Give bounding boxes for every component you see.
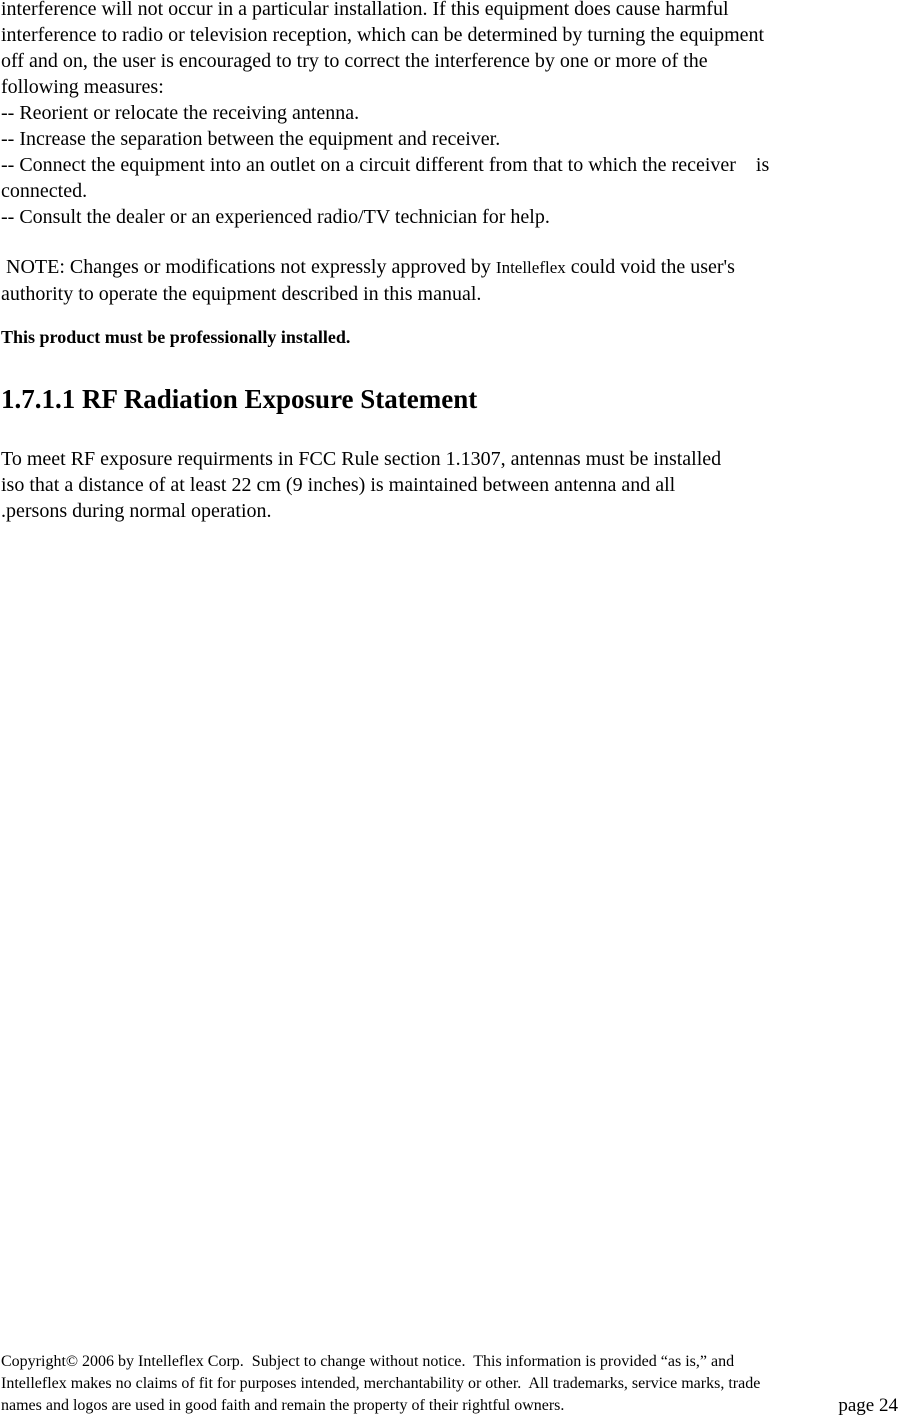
footer-disclaimer-line: Intelleflex makes no claims of fit for purposes intended, merchantability or other. All trademarks, service marks, trade: [1, 1375, 761, 1392]
paragraph-line: iso that a distance of at least 22 cm (9 inches) is maintained between antenna and all: [1, 474, 676, 496]
measure-item-continuation: connected.: [1, 180, 88, 202]
fcc-interference-paragraph: [1, 0, 896, 230]
footer-copyright-line: Copyright© 2006 by Intelleflex Corp. Subject to change without notice. This information is provided “as is,” and: [1, 1353, 735, 1370]
measure-item: -- Reorient or relocate the receiving antenna.: [1, 102, 360, 124]
page-number: page 24: [838, 1395, 898, 1416]
paragraph-line: interference will not occur in a particular installation. If this equipment does cause harmful: [1, 0, 729, 20]
paragraph-line: following measures:: [1, 76, 164, 98]
note-line-1: [1, 254, 896, 281]
measure-item: -- Consult the dealer or an experienced radio/TV technician for help.: [1, 206, 550, 228]
company-name: Intelleflex: [495, 258, 566, 277]
note-text-start: NOTE: Changes or modifications not expressly approved by: [1, 256, 496, 278]
measure-item: -- Increase the separation between the equipment and receiver.: [1, 128, 501, 150]
paragraph-line: off and on, the user is encouraged to try to correct the interference by one or more of the: [1, 50, 708, 72]
note-text-end: could void the user's: [565, 256, 735, 278]
modification-note: [1, 254, 896, 308]
paragraph-line: interference to radio or television reception, which can be determined by turning the equipment: [1, 24, 765, 46]
section-heading: 1.7.1.1 RF Radiation Exposure Statement: [1, 384, 478, 414]
page-footer: [1, 1351, 898, 1417]
footer-trademark-line: names and logos are used in good faith and remain the property of their rightful owners.: [1, 1397, 565, 1414]
note-line-2: authority to operate the equipment described in this manual.: [1, 283, 482, 305]
paragraph-line: To meet RF exposure requirments in FCC Rule section 1.1307, antennas must be installed: [1, 448, 722, 470]
measure-item: -- Connect the equipment into an outlet on a circuit different from that to which the receiver is: [1, 154, 770, 176]
rf-exposure-paragraph: [1, 446, 896, 524]
footer-last-line: [1, 1395, 898, 1417]
install-notice: This product must be professionally installed.: [1, 327, 351, 347]
paragraph-line: .persons during normal operation.: [1, 500, 272, 522]
